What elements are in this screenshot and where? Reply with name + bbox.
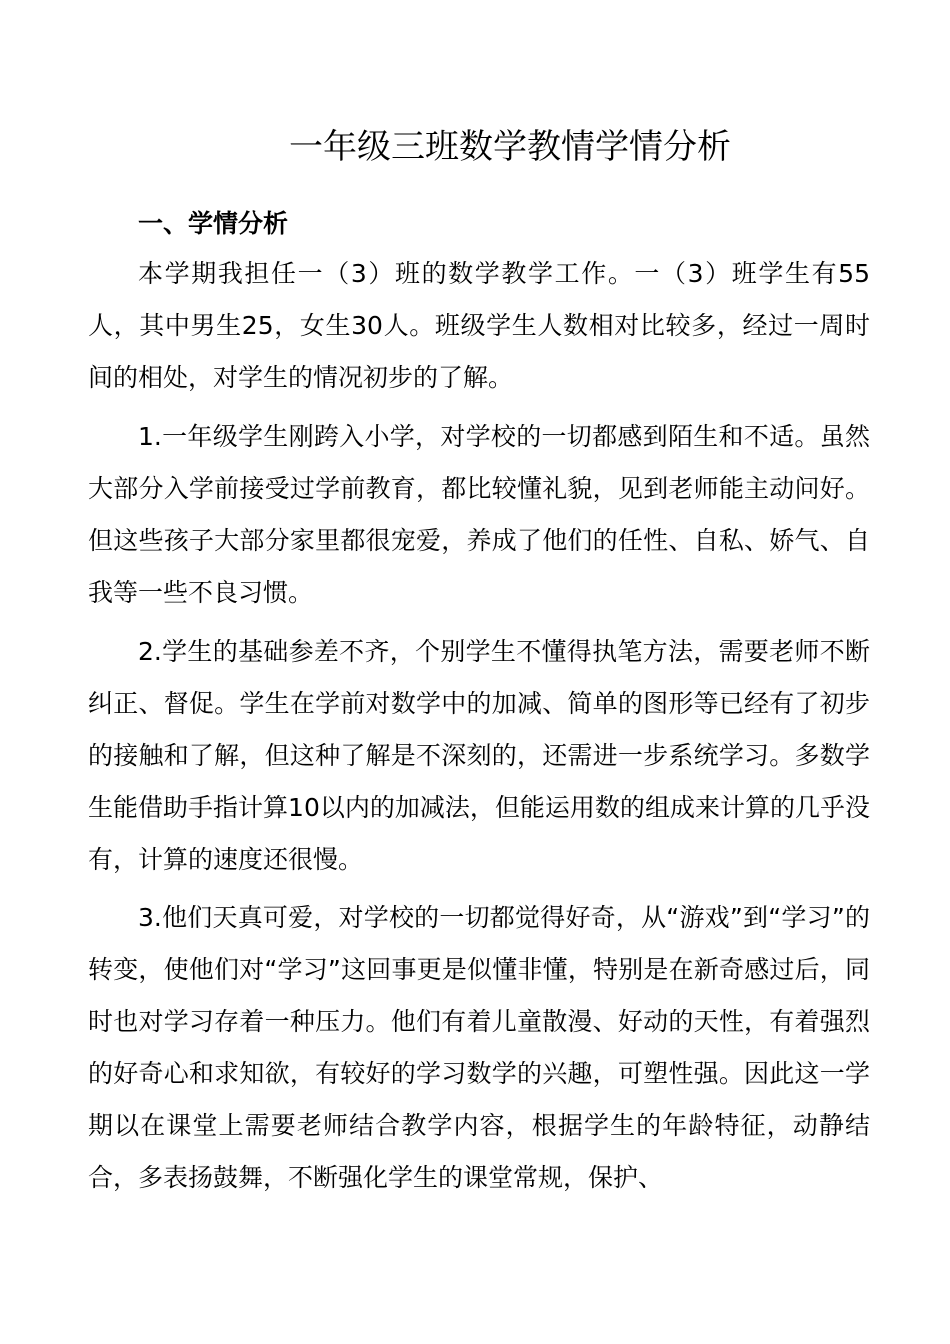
paragraph-point-2: 2.学生的基础参差不齐，个别学生不懂得执笔方法，需要老师不断纠正、督促。学生在学前对数学中的加减、简单的图形等已经有了初步的接触和了解，但这种了解是不深刻的，还需进一步系统学习。多数学生能借助手指计算10以内的加减法，但能运用数的组成来计算的几乎没有，计算的速度还很慢。: [88, 637, 870, 874]
section-heading-learning-analysis: 一、学情分析: [138, 209, 289, 238]
paragraph-intro: 本学期我担任一（3）班的数学教学工作。一（3）班学生有55人，其中男生25，女生30人。班级学生人数相对比较多，经过一周时间的相处，对学生的情况初步的了解。: [88, 259, 870, 392]
paragraph-point-1: 1.一年级学生刚跨入小学，对学校的一切都感到陌生和不适。虽然大部分入学前接受过学前教育，都比较懂礼貌，见到老师能主动问好。但这些孩子大部分家里都很宠爱，养成了他们的任性、自私、娇气、自我等一些不良习惯。: [88, 422, 870, 607]
paragraph-point-3: 3.他们天真可爱，对学校的一切都觉得好奇，从“游戏”到“学习”的转变，使他们对“学习”这回事更是似懂非懂，特别是在新奇感过后，同时也对学习存着一种压力。他们有着儿童散漫、好动的天性，有着强烈的好奇心和求知欲，有较好的学习数学的兴趣，可塑性强。因此这一学期以在课堂上需要老师结合教学内容，根据学生的年龄特征，动静结合，多表扬鼓舞，不断强化学生的课堂常规，保护、: [88, 903, 870, 1192]
document-title: 一年级三班数学教情学情分析: [289, 127, 731, 167]
